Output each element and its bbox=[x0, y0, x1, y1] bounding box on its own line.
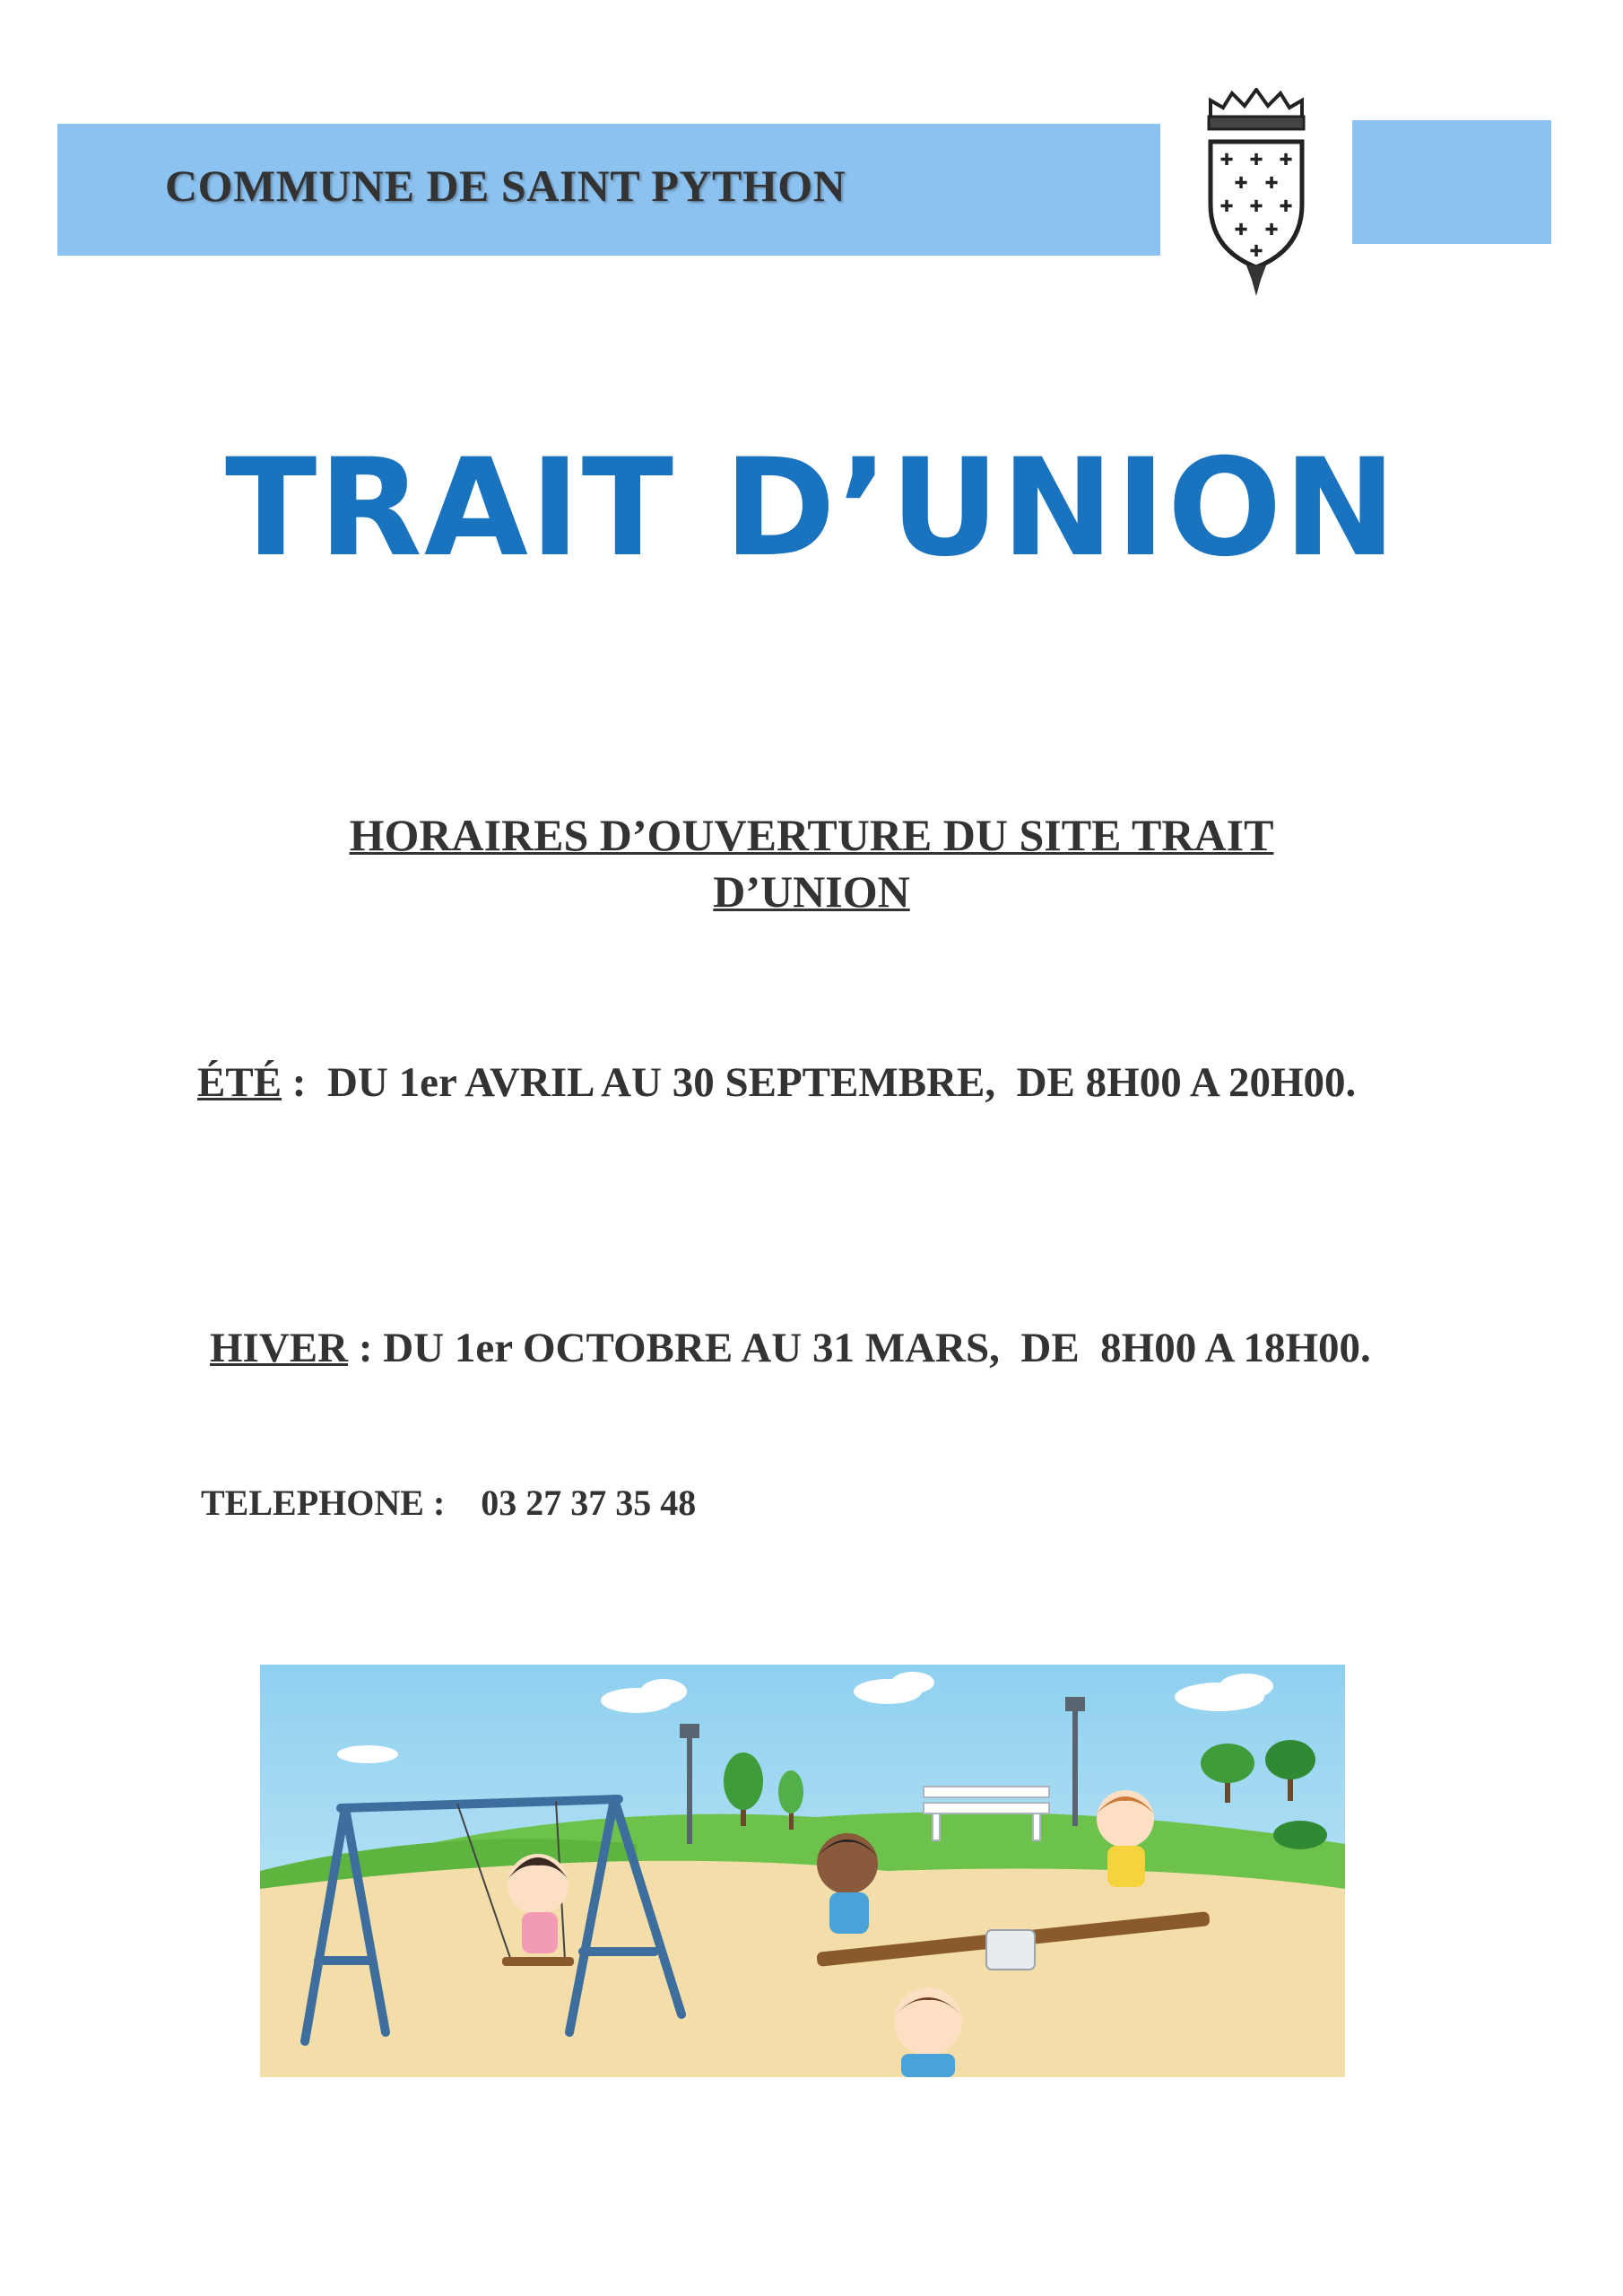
svg-text:✚: ✚ bbox=[1249, 242, 1263, 261]
commune-name: COMMUNE DE SAINT PYTHON bbox=[165, 161, 846, 211]
svg-text:✚: ✚ bbox=[1249, 197, 1263, 216]
winter-hours bbox=[210, 1324, 1371, 1372]
opening-hours-heading bbox=[269, 807, 1354, 920]
svg-text:✚: ✚ bbox=[1264, 174, 1279, 193]
telephone-number: 03 27 37 35 48 bbox=[481, 1483, 697, 1523]
svg-text:✚: ✚ bbox=[1234, 221, 1248, 239]
coat-of-arms-icon bbox=[1202, 88, 1311, 300]
svg-text:✚: ✚ bbox=[1279, 151, 1293, 170]
svg-text:✚: ✚ bbox=[1264, 221, 1279, 239]
header-band-right bbox=[1352, 120, 1551, 244]
heading-line-1: HORAIRES D’OUVERTURE DU SITE TRAIT bbox=[349, 810, 1274, 860]
svg-text:✚: ✚ bbox=[1234, 174, 1248, 193]
svg-text:✚: ✚ bbox=[1249, 151, 1263, 170]
svg-text:✚: ✚ bbox=[1219, 197, 1234, 216]
summer-text: : DU 1er AVRIL AU 30 SEPTEMBRE, DE 8H00 A 20H00. bbox=[282, 1059, 1357, 1106]
summer-label: ÉTÉ bbox=[197, 1059, 282, 1106]
winter-label: HIVER bbox=[210, 1325, 349, 1371]
winter-text: : DU 1er OCTOBRE AU 31 MARS, DE 8H00 A 18H00. bbox=[348, 1325, 1371, 1371]
svg-text:✚: ✚ bbox=[1219, 151, 1234, 170]
playground-illustration bbox=[260, 1665, 1345, 2077]
svg-text:✚: ✚ bbox=[1279, 197, 1293, 216]
telephone-label: TELEPHONE : bbox=[201, 1483, 446, 1523]
telephone-line bbox=[201, 1482, 696, 1524]
heading-line-2: D’UNION bbox=[713, 866, 910, 917]
summer-hours bbox=[197, 1058, 1356, 1107]
page-title: TRAIT D’UNION bbox=[225, 430, 1398, 587]
